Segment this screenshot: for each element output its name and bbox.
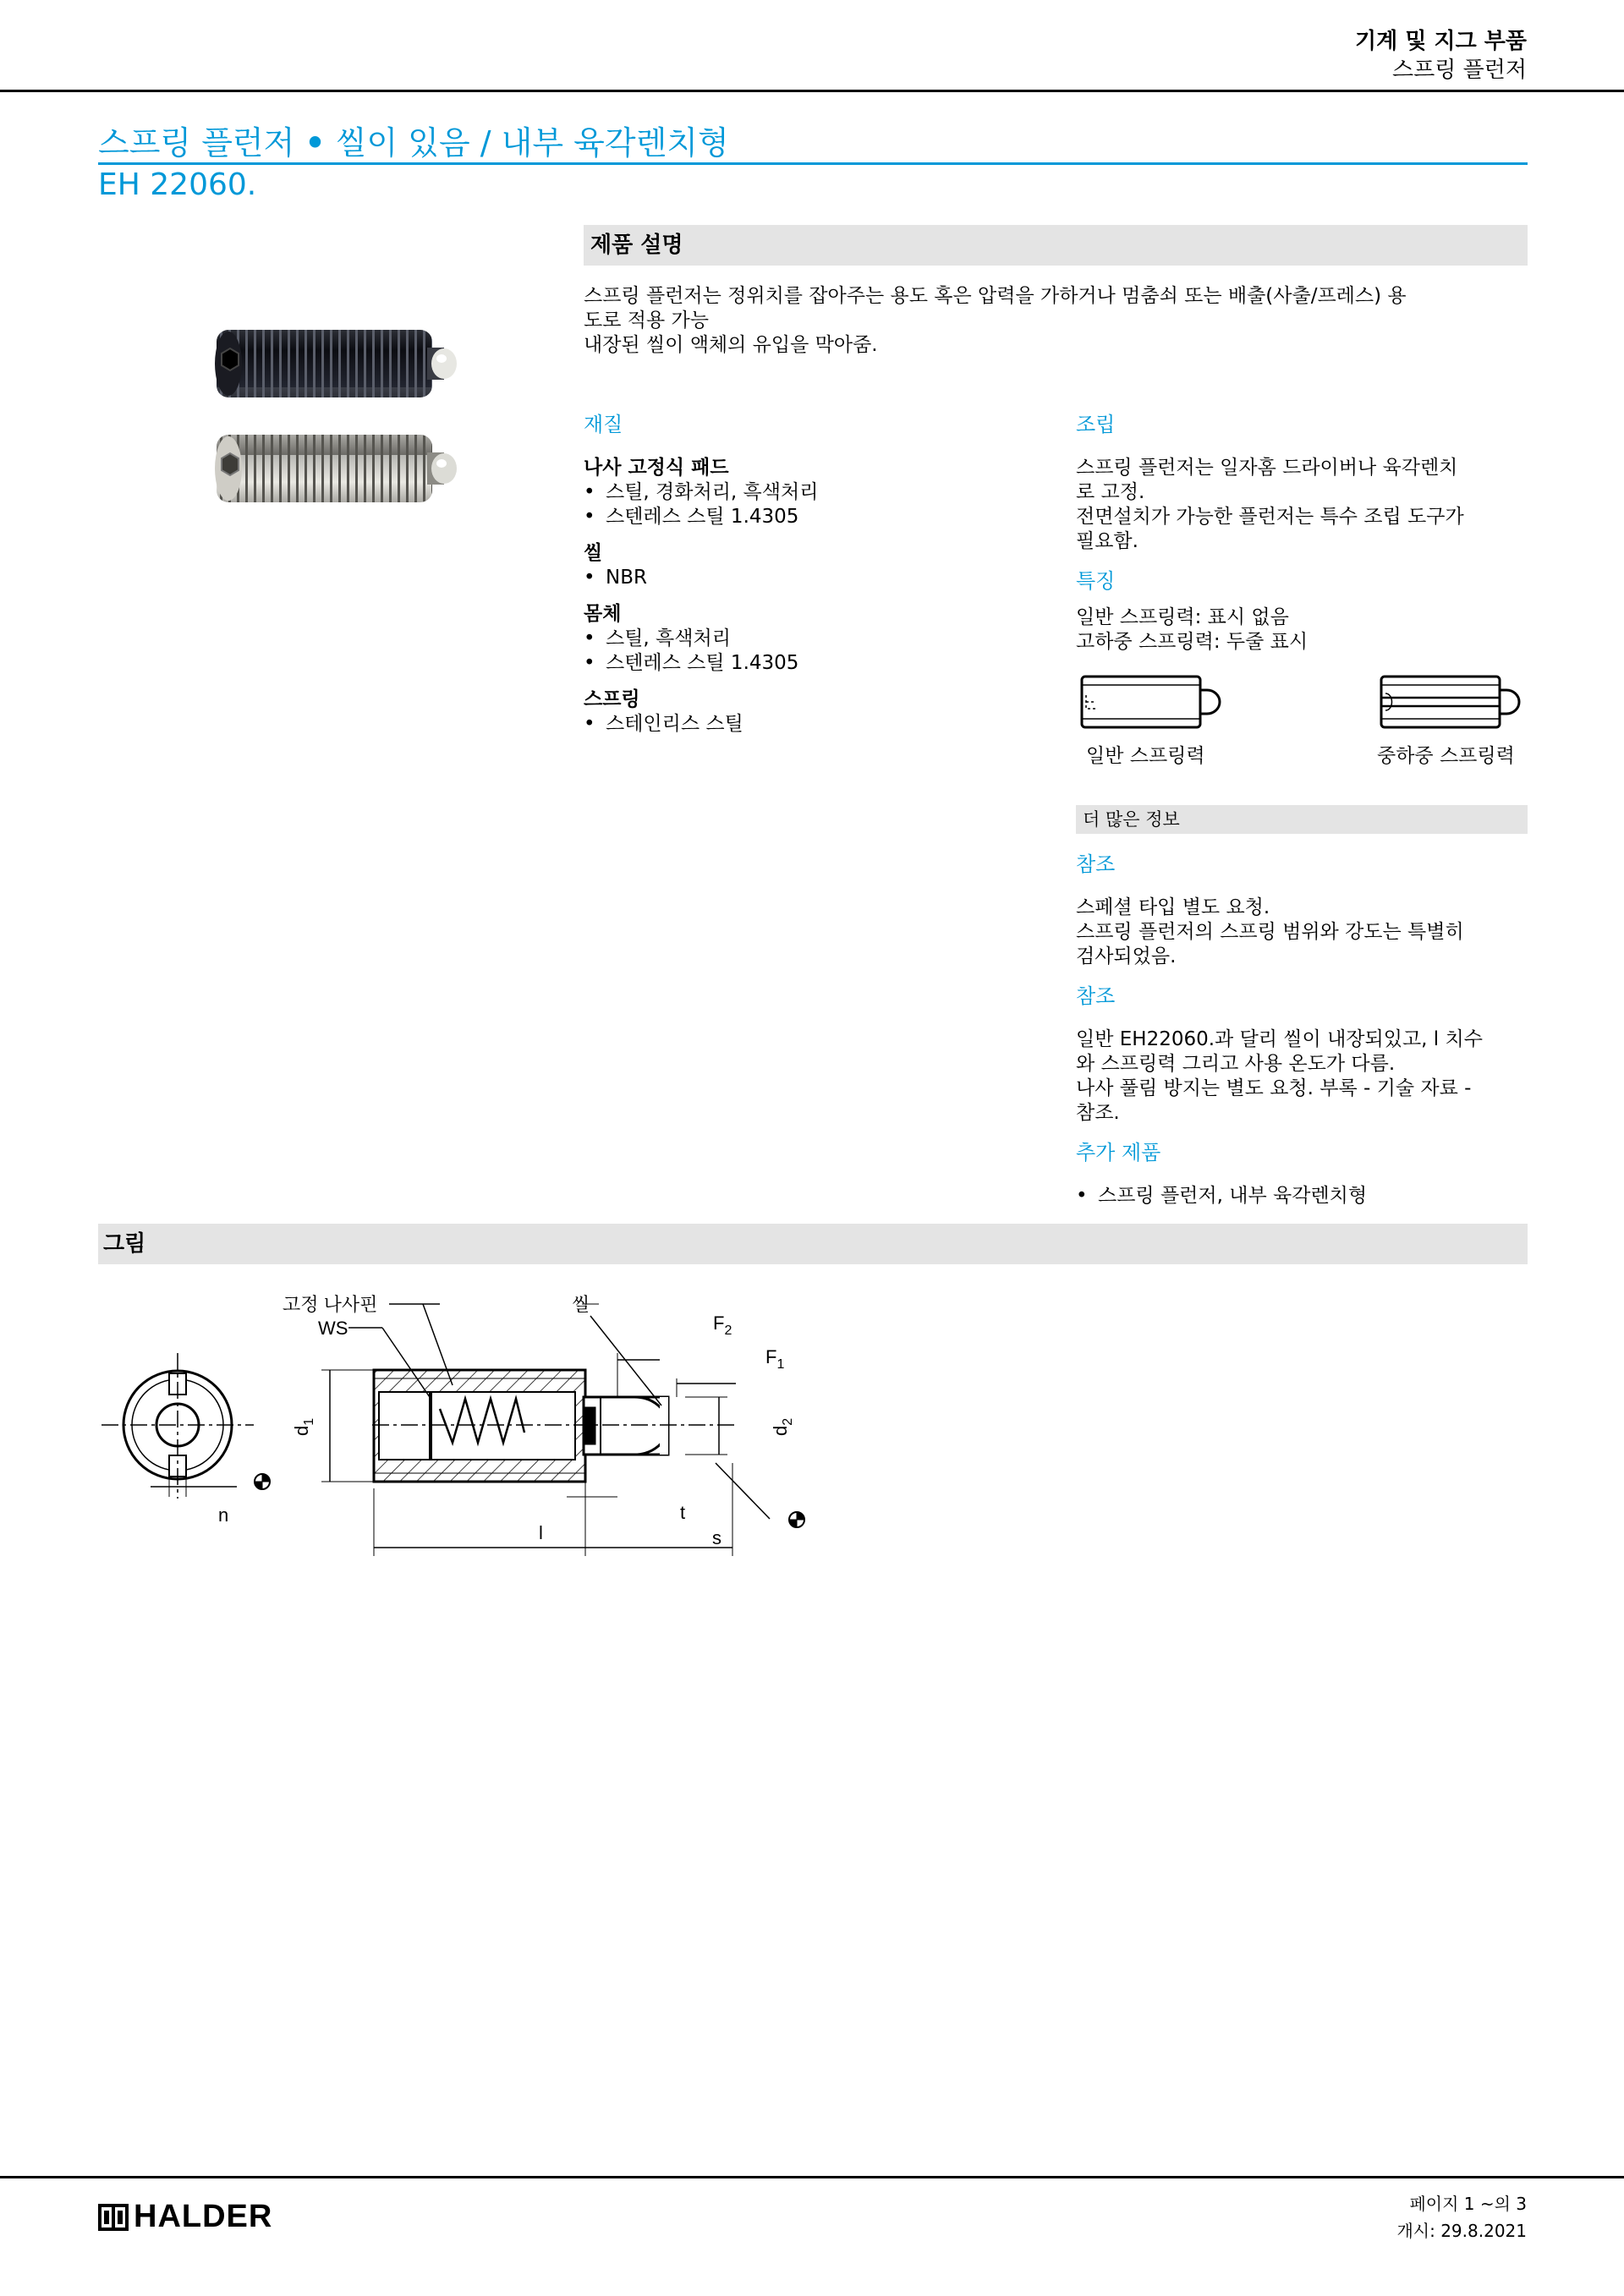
label-seal: 씰 xyxy=(572,1294,590,1315)
normal-spring-label: 일반 스프링력 xyxy=(1086,745,1205,767)
normal-spring-icon xyxy=(1079,673,1223,732)
title-divider xyxy=(98,162,1528,165)
additional-heading: 추가 제품 xyxy=(1076,1141,1161,1164)
label-s: s xyxy=(712,1527,721,1548)
list-item: • 스테인리스 스틸 xyxy=(584,713,743,735)
brand-name: HALDER xyxy=(134,2199,273,2234)
list-item: • 스틸, 경화처리, 흑색처리 xyxy=(584,481,819,503)
technical-drawing xyxy=(93,1285,837,1573)
page-number: 페이지 1 ~의 3 xyxy=(1409,2194,1527,2214)
title-rest: 씰이 있음 / 내부 육각렌치형 xyxy=(335,124,729,162)
end-view xyxy=(102,1353,270,1499)
list-item: • 스틸, 흑색처리 xyxy=(584,627,731,649)
description-line: 내장된 씰이 액체의 유입을 막아줌. xyxy=(584,334,878,356)
label-d2: $d_2$ xyxy=(770,1417,795,1436)
assembly-heading: 조립 xyxy=(1076,413,1116,436)
page-title xyxy=(98,117,729,163)
product-photo xyxy=(203,320,474,531)
assembly-line: 로 고정. xyxy=(1076,481,1145,503)
list-item: • NBR xyxy=(584,567,647,589)
material-group-title: 나사 고정식 패드 xyxy=(584,457,729,479)
material-heading: 재질 xyxy=(584,413,623,436)
assembly-line: 필요함. xyxy=(1076,530,1138,552)
notes-column xyxy=(1076,847,1528,1208)
note-line: 참조. xyxy=(1076,1102,1120,1124)
material-group-title: 몸체 xyxy=(584,603,622,625)
heavy-spring-label: 중하중 스프링력 xyxy=(1377,745,1515,767)
section-product-description: 제품 설명 xyxy=(584,225,1528,266)
note-line: 와 스프링력 그리고 사용 온도가 다름. xyxy=(1076,1053,1396,1075)
header-divider xyxy=(0,90,1624,92)
label-t: t xyxy=(680,1502,686,1523)
material-column xyxy=(584,408,1023,737)
header-subcategory: 스프링 플런저 xyxy=(1392,58,1527,83)
list-item: • 스텐레스 스틸 1.4305 xyxy=(584,506,799,528)
brand-logo xyxy=(98,2199,272,2235)
label-f1: $F_1$ xyxy=(765,1346,785,1372)
note-line: 스프링 플런저의 스프링 범위와 강도는 특별히 xyxy=(1076,921,1464,943)
label-l: l xyxy=(539,1522,543,1543)
side-view xyxy=(321,1304,804,1556)
description-line: 도로 적용 가능 xyxy=(584,310,709,332)
halder-logo-icon xyxy=(98,2204,129,2231)
heavy-spring-icon xyxy=(1379,673,1522,732)
features-line: 일반 스프링력: 표시 없음 xyxy=(1076,606,1289,628)
features-line: 고하중 스프링력: 두줄 표시 xyxy=(1076,631,1309,653)
steel-plunger-icon xyxy=(215,435,457,502)
material-group-title: 스프링 xyxy=(584,688,640,710)
list-item: • 스프링 플런저, 내부 육각렌치형 xyxy=(1076,1185,1368,1207)
label-n: n xyxy=(218,1504,229,1526)
note-line: 일반 EH22060.과 달리 씰이 내장되있고, l 치수 xyxy=(1076,1028,1483,1050)
footer-divider xyxy=(0,2176,1624,2178)
section-more-info: 더 많은 정보 xyxy=(1076,805,1528,834)
label-d1: $d_1$ xyxy=(291,1417,316,1436)
page-info xyxy=(1396,2190,1527,2244)
label-f2: $F_2$ xyxy=(713,1312,732,1338)
note-line: 스페셜 타입 별도 요청. xyxy=(1076,896,1270,918)
product-code: EH 22060. xyxy=(98,167,257,202)
description-line: 스프링 플런저는 정위치를 잡아주는 용도 혹은 압력을 가하거나 멈춤쇠 또는 배출(사출/프레스) 용 xyxy=(584,285,1407,307)
label-ws: WS xyxy=(318,1318,348,1339)
description-text xyxy=(584,284,1528,358)
section-figure: 그림 xyxy=(98,1224,1528,1264)
title-main: 스프링 플런저 xyxy=(98,124,295,162)
assembly-column xyxy=(1076,408,1528,655)
features-heading: 특징 xyxy=(1076,569,1116,593)
black-plunger-icon xyxy=(215,330,457,397)
label-thread-pad: 고정 나사핀 xyxy=(283,1294,378,1315)
issue-date: 개시: 29.8.2021 xyxy=(1396,2221,1527,2241)
material-group-title: 씰 xyxy=(584,542,603,564)
note-heading: 참조 xyxy=(1076,852,1116,876)
note-line: 검사되었음. xyxy=(1076,945,1177,967)
assembly-line: 스프링 플런저는 일자홈 드라이버나 육각렌치 xyxy=(1076,457,1458,479)
assembly-line: 전면설치가 가능한 플런저는 특수 조립 도구가 xyxy=(1076,506,1464,528)
note-heading: 참조 xyxy=(1076,984,1116,1008)
list-item: • 스텐레스 스틸 1.4305 xyxy=(584,652,799,674)
header-category: 기계 및 지그 부품 xyxy=(1355,29,1527,54)
title-bullet: • xyxy=(304,124,326,162)
note-line: 나사 풀림 방지는 별도 요청. 부록 - 기술 자료 - xyxy=(1076,1077,1472,1099)
